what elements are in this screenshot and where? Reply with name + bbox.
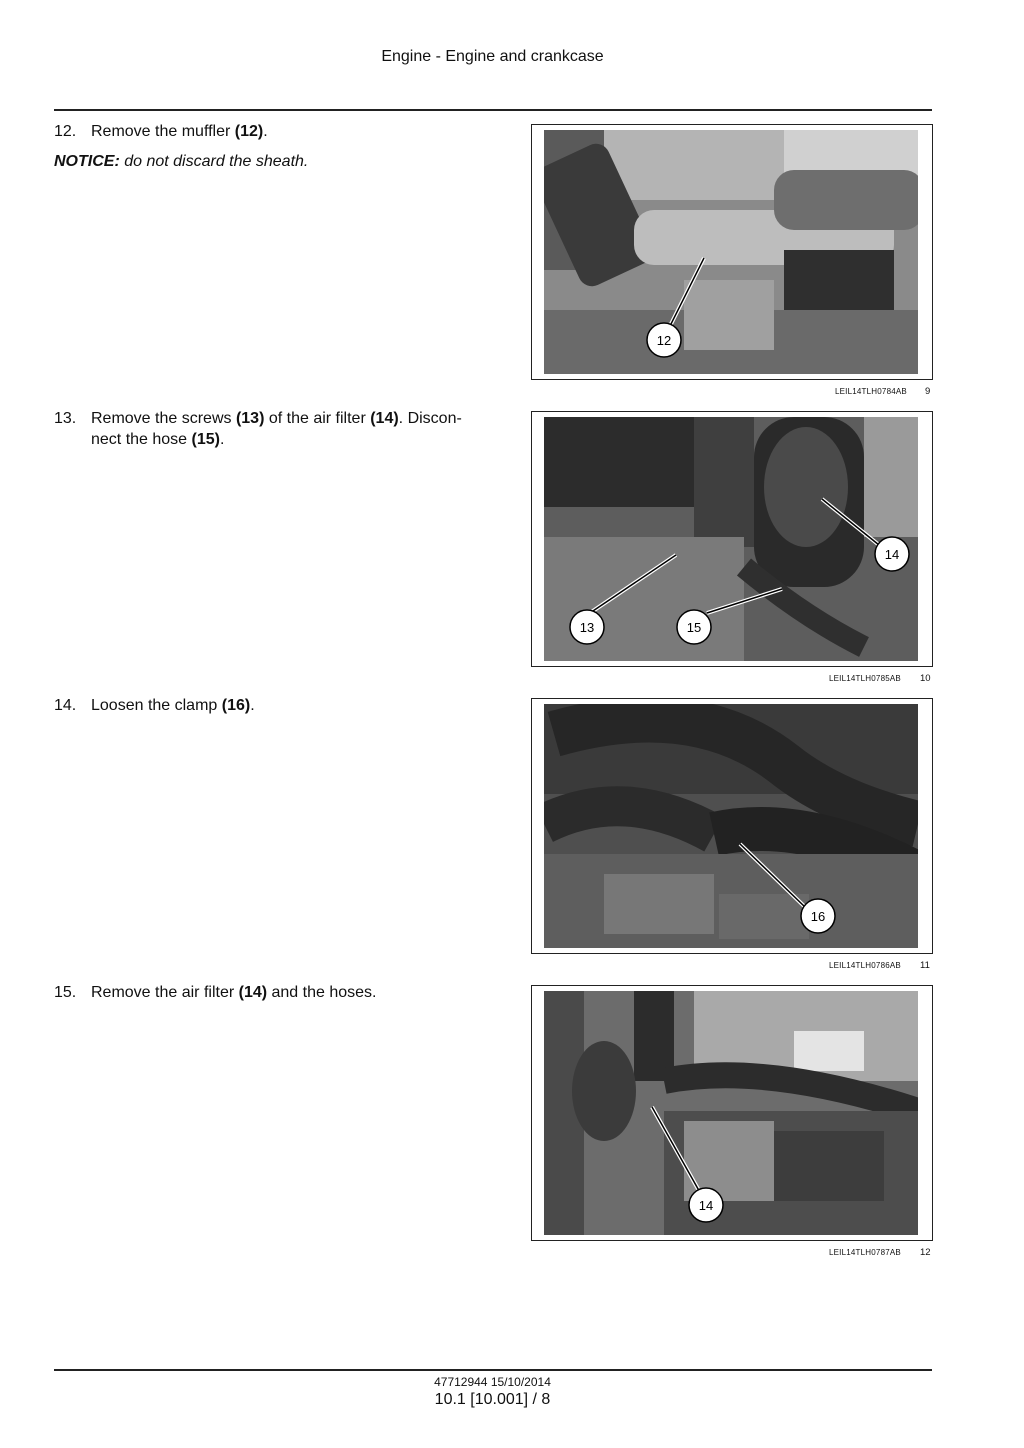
notice-label: NOTICE: <box>54 153 120 170</box>
notice-text: do not discard the sheath. <box>119 153 309 170</box>
figure-code: LEIL14TLH0787AB <box>829 1248 901 1257</box>
figure-code: LEIL14TLH0786AB <box>829 961 901 970</box>
figure-9-photo <box>531 124 933 380</box>
step-13 <box>54 408 499 450</box>
figure-number: 10 <box>920 673 931 684</box>
step-text: Remove the muffler (12). <box>91 123 268 140</box>
callout-13: 13 <box>579 620 595 635</box>
footer-divider <box>54 1369 932 1371</box>
step-text: Remove the screws (13) of the air filter (14). Discon- nect the hose (15). <box>91 410 462 448</box>
step-15 <box>54 982 499 1003</box>
step-number: 15. <box>54 984 77 1001</box>
callout-16: 16 <box>810 909 826 924</box>
callout-14: 14 <box>698 1198 714 1213</box>
figure-11-photo <box>531 698 933 954</box>
step-text: Remove the air filter (14) and the hoses. <box>91 984 377 1001</box>
figure-code: LEIL14TLH0784AB <box>835 387 907 396</box>
figure-number: 12 <box>920 1247 931 1258</box>
callout-14: 14 <box>884 547 900 562</box>
figure-number: 11 <box>920 960 930 971</box>
figure-12-photo <box>531 985 933 1241</box>
footer-document-id: 47712944 15/10/2014 <box>434 1375 551 1389</box>
notice <box>54 153 308 171</box>
step-number: 12. <box>54 123 77 140</box>
air-filter-photo <box>544 417 918 661</box>
figure-10-photo <box>531 411 933 667</box>
clamp-photo <box>544 704 918 948</box>
header-divider <box>54 109 932 111</box>
step-text: Loosen the clamp (16). <box>91 697 255 714</box>
muffler-photo <box>544 130 918 374</box>
step-number: 14. <box>54 697 77 714</box>
step-14 <box>54 695 499 716</box>
air-filter-removal-photo <box>544 991 918 1235</box>
callout-15: 15 <box>686 620 702 635</box>
callout-12: 12 <box>656 333 672 348</box>
footer-page-number: 10.1 [10.001] / 8 <box>434 1391 551 1408</box>
figure-number: 9 <box>925 386 931 397</box>
step-number: 13. <box>54 410 77 427</box>
figure-code: LEIL14TLH0785AB <box>829 674 901 683</box>
step-12 <box>54 121 499 142</box>
page-header-title: Engine - Engine and crankcase <box>381 48 604 65</box>
